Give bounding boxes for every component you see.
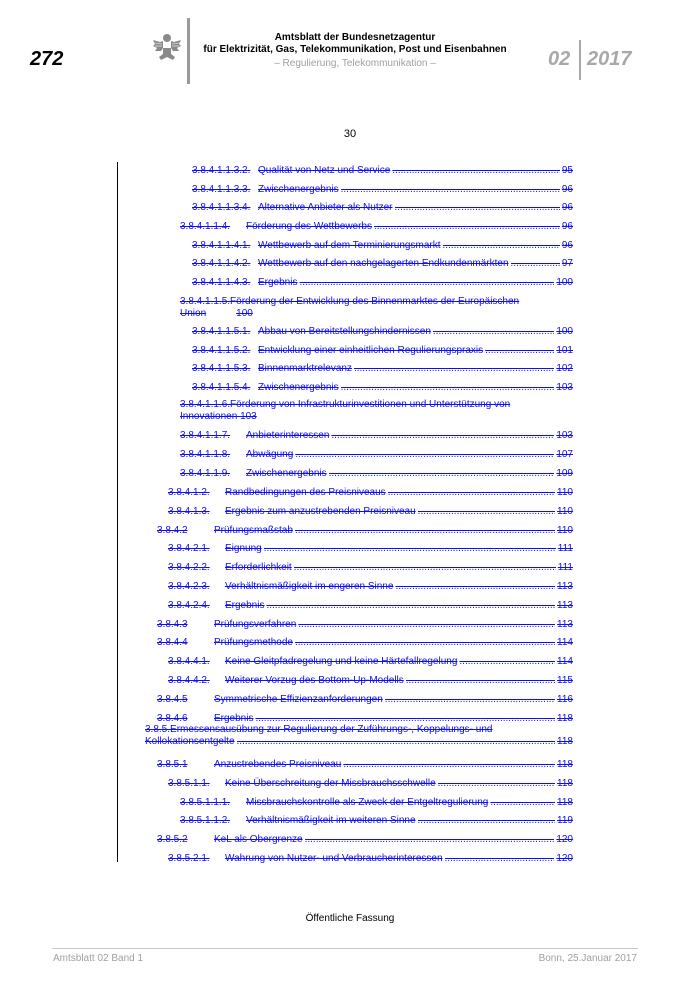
toc-entry-leader: [341, 382, 555, 394]
toc-entry-number: 3.8.4.4.1.: [168, 656, 210, 667]
toc-entry-number: 3.8.4.1.1.3.3.: [192, 184, 251, 195]
toc-entry[interactable]: [192, 363, 573, 375]
toc-entry-number: 3.8.4.1.1.4.1.: [192, 240, 251, 251]
toc-entry-page: 95: [561, 165, 573, 176]
toc-entry-page: 116: [557, 694, 573, 705]
toc-entry-leader: [388, 487, 555, 499]
toc-entry-title: Zwischenergebnis: [258, 382, 339, 393]
toc-entry-title: Anzustrebendes Preisniveau: [214, 759, 342, 770]
toc-entry[interactable]: [180, 797, 573, 809]
toc-entry-title: Wahrung von Nutzer- und Verbraucherinteressen: [225, 853, 443, 864]
toc-entry[interactable]: [192, 345, 573, 357]
toc-entry-page: 114: [557, 637, 573, 648]
toc-entry-title: Zwischenergebnis: [258, 184, 339, 195]
toc-entry-number: 3.8.5.: [145, 724, 171, 735]
toc-entry-page: 119: [557, 815, 573, 826]
toc-entry-title: Förderung des Wettbewerbs: [246, 221, 372, 232]
toc-entry-page: 96: [561, 184, 573, 195]
toc-entry-page: 120: [556, 834, 573, 845]
toc-entry-page: 110: [557, 525, 573, 536]
toc-entry-page: 103: [240, 411, 257, 422]
toc-entry-number: 3.8.4.4.2.: [168, 675, 210, 686]
toc-entry-page: 113: [557, 600, 573, 611]
toc-entry-number: 3.8.4.3: [157, 619, 188, 630]
toc-entry-page: 114: [557, 656, 573, 667]
toc-entry-leader: [511, 258, 560, 270]
toc-entry-number: 3.8.5.1.1.1.: [180, 797, 231, 808]
toc-entry[interactable]: [168, 581, 573, 593]
toc-entry-number: 3.8.4.1.1.4.2.: [192, 258, 251, 269]
toc-entry-leader: [237, 736, 556, 748]
toc-entry-title: Anbieterinteressen: [246, 430, 330, 441]
toc-entry-leader: [295, 449, 554, 461]
toc-entry-title-continued: Kollokationsentgelte: [145, 736, 235, 747]
toc-entry[interactable]: [180, 815, 573, 827]
toc-entry-number: 3.8.4.1.1.4.3.: [192, 277, 251, 288]
toc-entry-title-continued: Union: [180, 308, 207, 319]
toc-entry-number: 3.8.4.4: [157, 637, 188, 648]
toc-entry-leader: [459, 656, 555, 668]
toc-entry-leader: [385, 694, 555, 706]
issue-number: 02: [548, 48, 571, 70]
toc-entry[interactable]: [157, 759, 573, 771]
toc-entry-page: 103: [556, 382, 573, 393]
toc-entry-number: 3.8.4.5: [157, 694, 188, 705]
toc-entry-page: 118: [557, 736, 573, 747]
toc-entry-page: 110: [557, 506, 573, 517]
toc-entry[interactable]: [157, 694, 573, 706]
toc-entry-leader: [392, 165, 560, 177]
toc-entry-leader: [295, 525, 555, 537]
toc-entry-page: 96: [561, 240, 573, 251]
toc-entry-number: 3.8.4.1.1.3.4.: [192, 202, 251, 213]
toc-entry[interactable]: [180, 296, 573, 320]
toc-entry[interactable]: [192, 165, 573, 177]
toc-entry-leader: [445, 853, 555, 865]
toc-entry-title: Keine Gleitpfadregelung und keine Härtefallregelung: [225, 656, 458, 667]
toc-entry-number: 3.8.4.1.1.5.1.: [192, 326, 251, 337]
toc-entry-number: 3.8.4.1.1.4.: [180, 221, 231, 232]
toc-entry-number: 3.8.4.1.2.: [168, 487, 210, 498]
toc-entry-title: Ermessensausübung zur Regulierung der Zuführungs-, Koppelungs- und: [170, 724, 493, 735]
toc-entry[interactable]: [192, 382, 573, 394]
toc-entry-page: 110: [557, 487, 573, 498]
toc-entry-title: Verhältnismäßigkeit im weiteren Sinne: [246, 815, 416, 826]
toc-entry-number: 3.8.5.1.1.2.: [180, 815, 231, 826]
toc-entry[interactable]: [192, 258, 573, 270]
toc-entry[interactable]: [192, 326, 573, 338]
toc-entry-title: Eignung: [225, 543, 262, 554]
footer-public-version: Öffentliche Fassung: [305, 913, 395, 924]
toc-entry-number: 3.8.4.1.1.5.: [180, 296, 231, 307]
toc-entry-leader: [341, 184, 560, 196]
toc-entry-number: 3.8.4.1.1.5.2.: [192, 345, 251, 356]
toc-entry[interactable]: [192, 277, 573, 289]
toc-entry-title: Binnenmarktrelevanz: [258, 363, 352, 374]
toc-entry-title: Förderung der Entwicklung des Binnenmarktes der Europäischen: [230, 296, 520, 307]
toc-entry[interactable]: [168, 487, 573, 499]
toc-entry-leader: [485, 345, 554, 357]
toc-entry-title: Alternative Anbieter als Nutzer: [258, 202, 393, 213]
toc-entry[interactable]: [168, 600, 573, 612]
toc-entry[interactable]: [168, 506, 573, 518]
toc-entry-page: 96: [561, 221, 573, 232]
toc-entry-number: 3.8.4.1.1.6.: [180, 399, 231, 410]
toc-entry[interactable]: [157, 834, 573, 846]
toc-entry-title: Weiterer Vorzug des Bottom-Up-Modells: [225, 675, 404, 686]
toc-entry-leader: [264, 543, 556, 555]
toc-entry-title: Prüfungsmethode: [214, 637, 293, 648]
footer-divider: [52, 948, 638, 949]
toc-entry[interactable]: [192, 202, 573, 214]
toc-entry-leader: [395, 581, 555, 593]
toc-entry-title: KeL als Obergrenze: [214, 834, 303, 845]
toc-entry-title: Prüfungsverfahren: [214, 619, 297, 630]
toc-entry-leader: [406, 675, 555, 687]
document-page-number: 30: [343, 128, 357, 140]
toc-entry-leader: [329, 468, 555, 480]
toc-entry-title: Zwischenergebnis: [246, 468, 327, 479]
toc-entry-title: Qualität von Netz und Service: [258, 165, 391, 176]
toc-entry-title: Ergebnis: [258, 277, 298, 288]
toc-entry-title-continued: Innovationen: [180, 411, 238, 422]
toc-entry[interactable]: [157, 637, 573, 649]
toc-entry-number: 3.8.4.2.4.: [168, 600, 210, 611]
toc-entry[interactable]: [157, 525, 573, 537]
toc-entry-page: 97: [561, 258, 573, 269]
toc-entry[interactable]: [192, 240, 573, 252]
toc-entry-leader: [305, 834, 555, 846]
toc-entry-page: 118: [557, 797, 573, 808]
toc-entry-title: Abwägung: [246, 449, 294, 460]
toc-entry-title: Ergebnis: [214, 713, 254, 724]
gazette-title-line2: für Elektrizität, Gas, Telekommunikation, Post und Eisenbahnen: [203, 44, 507, 55]
toc-entry-title: Erforderlichkeit: [225, 562, 292, 573]
toc-entry-title: Prüfungsmaßstab: [214, 525, 293, 536]
toc-entry-title: Abbau von Bereitstellungshindernissen: [258, 326, 431, 337]
toc-entry[interactable]: [168, 656, 573, 668]
toc-entry-page: 100: [556, 277, 573, 288]
toc-entry-page: 102: [556, 363, 573, 374]
toc-entry-title: Ergebnis: [225, 600, 265, 611]
toc-entry-number: 3.8.4.2.3.: [168, 581, 210, 592]
toc-entry-leader: [433, 326, 554, 338]
toc-entry-number: 3.8.4.6: [157, 713, 188, 724]
toc-entry-leader: [438, 778, 555, 790]
toc-entry[interactable]: [180, 399, 573, 423]
toc-entry-number: 3.8.4.1.1.5.3.: [192, 363, 251, 374]
toc-entry-page: 100: [236, 308, 253, 319]
toc-entry-leader: [374, 221, 560, 233]
toc-entry-title: Ergebnis zum anzustrebenden Preisniveau: [225, 506, 416, 517]
toc-entry-page: 118: [557, 759, 573, 770]
toc-entry-page: 111: [557, 562, 573, 573]
gazette-subtitle: – Regulierung, Telekommunikation –: [274, 58, 436, 69]
toc-entry-title: Keine Überschreitung der Missbrauchsschwelle: [225, 778, 436, 789]
toc-entry-title: Wettbewerb auf dem Terminierungsmarkt: [258, 240, 441, 251]
toc-entry-number: 3.8.4.2.2.: [168, 562, 210, 573]
toc-entry-leader: [418, 815, 556, 827]
toc-entry-title: Förderung von Infrastrukturinvestitionen und Unterstützung von: [230, 399, 511, 410]
toc-entry-title: Randbedingungen des Preisniveaus: [225, 487, 386, 498]
toc-entry-number: 3.8.4.1.1.9.: [180, 468, 231, 479]
toc-entry-page: 118: [557, 778, 573, 789]
toc-entry[interactable]: [145, 724, 573, 748]
toc-entry-leader: [490, 797, 555, 809]
toc-entry-leader: [418, 506, 555, 518]
toc-entry[interactable]: [168, 675, 573, 687]
issue-year: 2017: [587, 48, 632, 70]
page-number: 272: [30, 48, 64, 70]
toc-entry-leader: [343, 759, 555, 771]
toc-entry-leader: [354, 363, 554, 375]
toc-entry-page: 113: [557, 581, 573, 592]
toc-entry-leader: [298, 619, 555, 631]
toc-entry-page: 100: [556, 326, 573, 337]
toc-entry[interactable]: [168, 853, 573, 865]
toc-entry-title: Verhältnismäßigkeit im engeren Sinne: [225, 581, 394, 592]
toc-entry-number: 3.8.4.2: [157, 525, 188, 536]
footer-left: Amtsblatt 02 Band 1: [53, 953, 144, 964]
toc-entry-number: 3.8.5.1.1.: [168, 778, 210, 789]
toc-entry-leader: [443, 240, 560, 252]
toc-entry-page: 111: [557, 543, 573, 554]
toc-entry-number: 3.8.4.2.1.: [168, 543, 210, 554]
toc-entry-number: 3.8.4.1.1.5.4.: [192, 382, 251, 393]
toc-entry-number: 3.8.4.1.1.3.2.: [192, 165, 251, 176]
toc-entry-page: 96: [561, 202, 573, 213]
toc-entry[interactable]: [168, 562, 573, 574]
toc-entry-leader: [395, 202, 560, 214]
toc-entry-title: Symmetrische Effizienzanforderungen: [214, 694, 383, 705]
toc-entry[interactable]: [180, 430, 573, 442]
toc-entry-page: 120: [556, 853, 573, 864]
toc-entry-number: 3.8.5.2.1.: [168, 853, 210, 864]
toc-entry-title: Missbrauchskontrolle als Zweck der Entgeltregulierung: [246, 797, 489, 808]
toc-entry-number: 3.8.5.1: [157, 759, 188, 770]
toc-entry-title: Entwicklung einer einheitlichen Regulierungspraxis: [258, 345, 484, 356]
toc-entry-page: 118: [557, 713, 573, 724]
gazette-title-line1: Amtsblatt der Bundesnetzagentur: [274, 32, 436, 43]
toc-entry-number: 3.8.5.2: [157, 834, 188, 845]
toc-entry-page: 101: [556, 345, 573, 356]
toc-entry-leader: [294, 562, 556, 574]
toc-entry-leader: [295, 637, 555, 649]
toc-entry-page: 109: [556, 468, 573, 479]
toc-entry-number: 3.8.4.1.1.7.: [180, 430, 231, 441]
toc-entry-leader: [299, 277, 554, 289]
toc-entry[interactable]: [192, 184, 573, 196]
footer-right: Bonn, 25.Januar 2017: [538, 953, 637, 964]
toc-entry[interactable]: [180, 221, 573, 233]
toc-entry-number: 3.8.4.1.3.: [168, 506, 210, 517]
toc-entry-page: 115: [557, 675, 573, 686]
toc-entry-page: 103: [556, 430, 573, 441]
toc-entry[interactable]: [168, 778, 573, 790]
toc-entry-title: Wettbewerb auf den nachgelagerten Endkundenmärkten: [258, 258, 509, 269]
toc-entry-page: 113: [557, 619, 573, 630]
toc-entry[interactable]: [168, 543, 573, 555]
toc-entry[interactable]: [157, 619, 573, 631]
toc-entry-page: 107: [556, 449, 573, 460]
toc-entry-leader: [331, 430, 554, 442]
toc-entry-number: 3.8.4.1.1.8.: [180, 449, 231, 460]
toc-entry-leader: [266, 600, 555, 612]
toc-entry[interactable]: [180, 468, 573, 480]
toc-entry[interactable]: [180, 449, 573, 461]
